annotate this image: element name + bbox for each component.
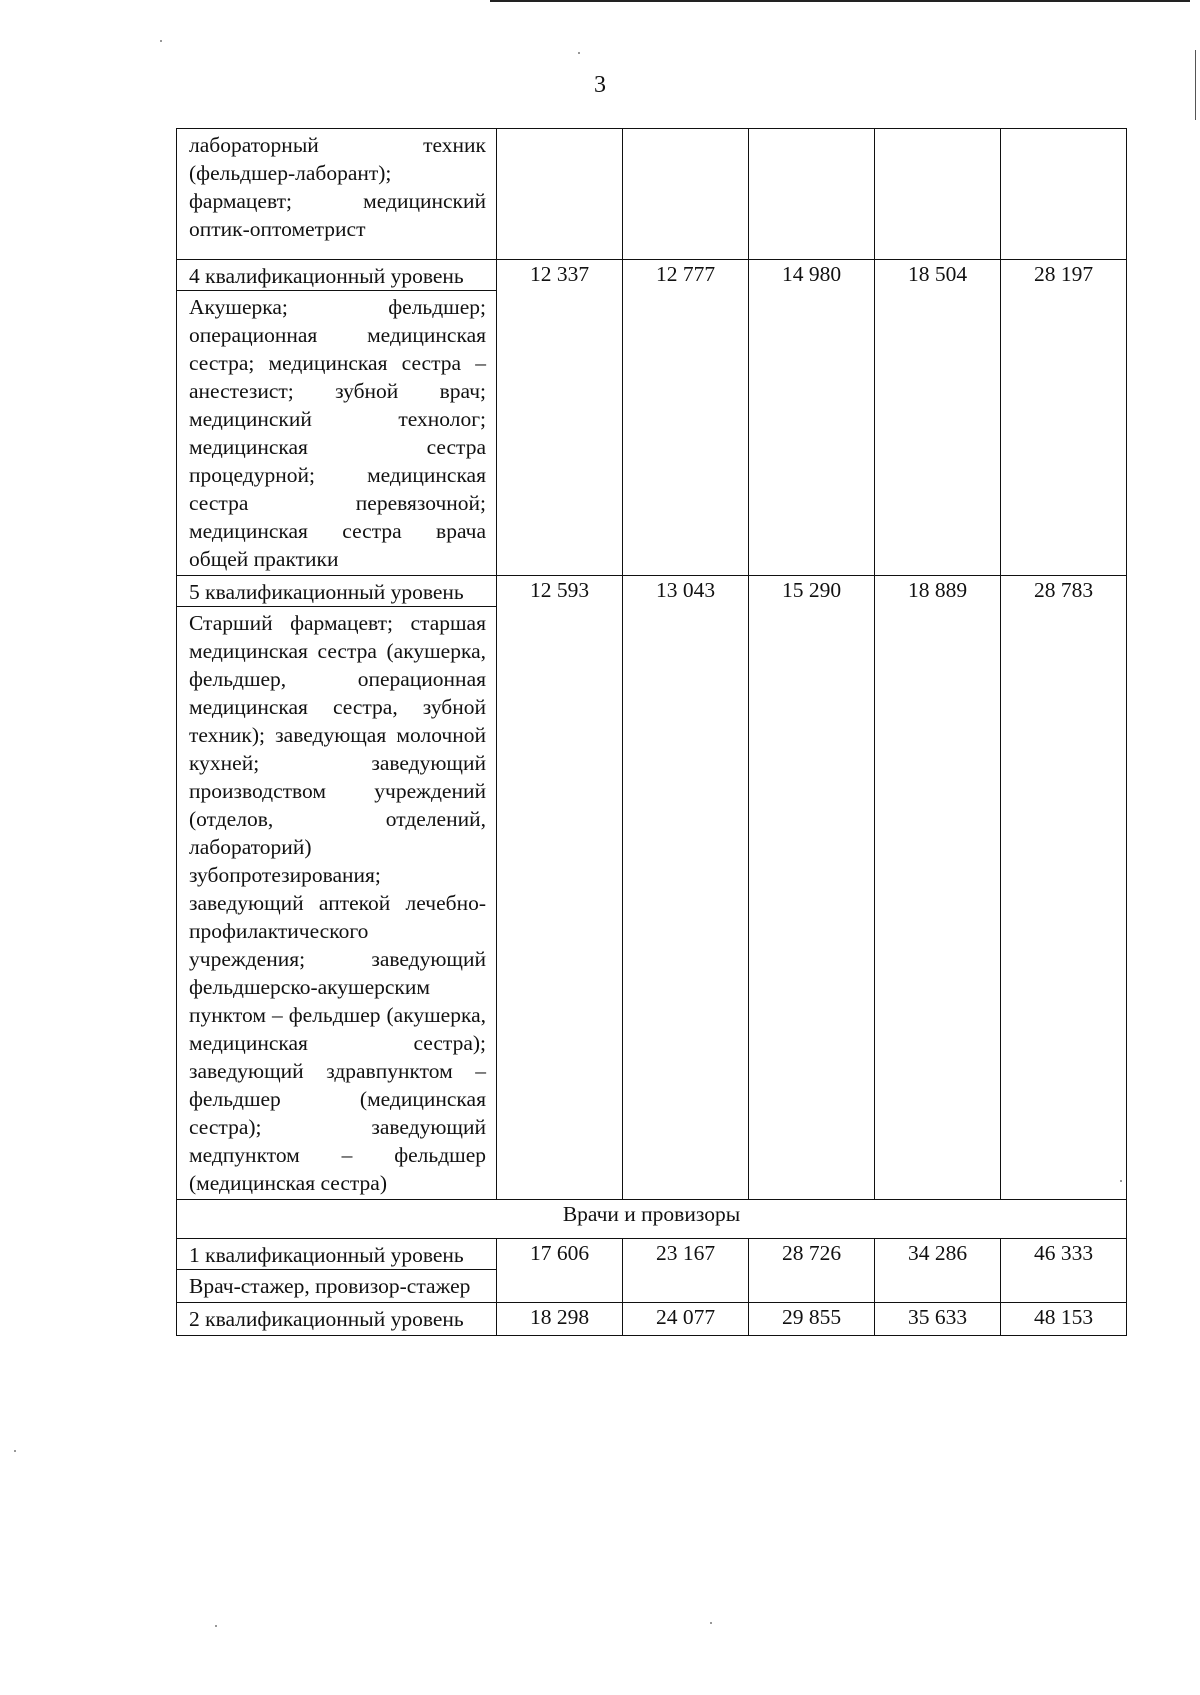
value-cell: 13 043 [623,576,749,1200]
value-cell: 12 777 [623,260,749,576]
position-list: Акушерка; фельдшер; операционная медицинская сестра; медицинская сестра – анестезист; зубной врач; медицинский технолог; медицинская сестра процедурной; медицинская сестра перевязочной; медицинская сестра врача общей практики [189,295,486,571]
scan-speck [160,40,162,42]
scan-speck [14,1450,16,1452]
value-cell: 28 783 [1001,576,1127,1200]
value-cell: 23 167 [623,1239,749,1303]
table-row [177,1200,1127,1239]
value-cell: 28 197 [1001,260,1127,576]
scan-speck [710,1622,712,1624]
position-cell [177,1239,497,1303]
position-list: Старший фармацевт; старшая медицинская сестра (акушерка, фельдшер, операционная медицинская сестра, зубной техник); заведующая молочной кухней; заведующий производством учреждений (отделов, отделений, лабораторий) зубопротезирования; заведующий аптекой лечебно-профилактического учреждения; заведующий фельдшерско-акушерским пунктом – фельдшер (акушерка, медицинская сестра); заведующий здравпунктом – фельдшер (медицинская сестра); заведующий медпунктом – фельдшер (медицинская сестра) [189,611,486,1195]
table-row [177,576,1127,1200]
value-cell: 46 333 [1001,1239,1127,1303]
scan-speck [1120,1180,1122,1182]
scan-edge-line [490,0,1190,2]
qualification-level: 4 квалификационный уровень [177,260,496,291]
position-cell [177,129,497,260]
position-list: Врач-стажер, провизор-стажер [189,1274,471,1298]
value-cell: 34 286 [875,1239,1001,1303]
qualification-level: 1 квалификационный уровень [177,1239,496,1270]
qualification-level: 2 квалификационный уровень [189,1307,464,1331]
scan-speck [578,52,580,54]
value-cell: 12 337 [497,260,623,576]
value-cell [497,129,623,260]
value-cell: 17 606 [497,1239,623,1303]
table-row [177,129,1127,260]
position-list: лабораторный техник (фельдшер-лаборант); фармацевт; медицинский оптик-оптометрист [189,133,486,241]
salary-table [176,128,1127,1336]
value-cell: 15 290 [749,576,875,1200]
table-row [177,260,1127,576]
value-cell [1001,129,1127,260]
qualification-level: 5 квалификационный уровень [177,576,496,607]
section-header: Врачи и провизоры [177,1200,1127,1239]
scan-speck [215,1625,217,1627]
value-cell [623,129,749,260]
position-cell [177,260,497,576]
value-cell: 14 980 [749,260,875,576]
position-cell [177,576,497,1200]
value-cell: 12 593 [497,576,623,1200]
value-cell: 29 855 [749,1303,875,1336]
value-cell: 35 633 [875,1303,1001,1336]
value-cell: 24 077 [623,1303,749,1336]
value-cell: 18 889 [875,576,1001,1200]
value-cell: 28 726 [749,1239,875,1303]
value-cell: 18 298 [497,1303,623,1336]
table-row [177,1239,1127,1303]
value-cell [749,129,875,260]
page-number: 3 [594,72,606,98]
position-cell [177,1303,497,1336]
value-cell [875,129,1001,260]
value-cell: 48 153 [1001,1303,1127,1336]
table-row [177,1303,1127,1336]
value-cell: 18 504 [875,260,1001,576]
